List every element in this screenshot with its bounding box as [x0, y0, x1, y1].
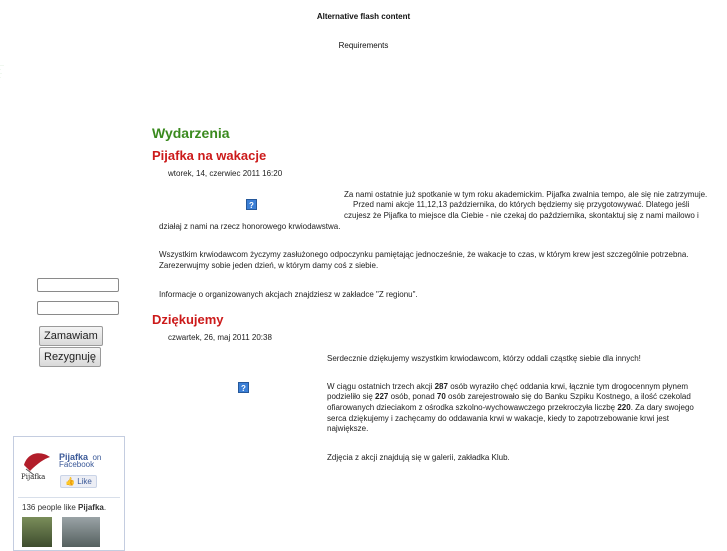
fb-network-link[interactable]: Facebook — [59, 460, 95, 469]
section-title: Wydarzenia — [152, 125, 230, 141]
post-2-p1: Serdecznie dziękujemy wszystkim krwiodawcom, którzy oddali cząstkę siebie dla innych! — [327, 354, 641, 363]
password-input[interactable] — [37, 301, 119, 315]
post-2-p2-line-1: W ciągu ostatnich trzech akcji 287 osób wyraziło chęć oddania krwi, łącznie tym drogocennym płynem — [327, 382, 689, 391]
username-input[interactable] — [37, 278, 119, 292]
post-1-p3: Informacje o organizowanych akcjach znajdziesz w zakładce "Z regionu". — [159, 290, 418, 299]
fb-page-name[interactable]: Pijafka — [59, 452, 89, 462]
post-date-1: wtorek, 14, czerwiec 2011 16:20 — [168, 169, 283, 178]
pijafka-logo — [20, 445, 54, 481]
post-2-p2-line-3: ofiarowanych dzieciakom z ośrodka szkolno-wychowawczego przekroczyła liczbę 220. Za dary swojego — [327, 403, 694, 412]
post-2-p2-line-5: największe. — [327, 424, 369, 433]
post-2-p2-line-4: serca dziękujemy i zachęcamy do oddawania krwi w wakacje, kiedy to zapotrzebowanie krwi jest — [327, 414, 669, 423]
post-image-2: ? — [238, 382, 249, 393]
facebook-like-box — [13, 436, 125, 551]
post-1-line-3: czujesz że Pijafka to miejsce dla Ciebie - nie czekaj do października, skontaktuj się z nami mailowo i — [344, 211, 699, 220]
cancel-button[interactable]: Rezygnuję — [39, 347, 101, 367]
fan-avatar-1[interactable] — [22, 517, 52, 547]
post-2-p3: Zdjęcia z akcji znajdują się w galerii, zakładka Klub. — [327, 453, 510, 462]
post-date-2: czwartek, 26, maj 2011 20:38 — [168, 333, 272, 342]
post-1-p2-line-2: Zarezerwujmy sobie jeden dzień, w którym damy coś z siebie. — [159, 261, 379, 270]
post-1-p2-line-1: Wszystkim krwiodawcom życzymy zasłużonego odpoczynku pamiętając jednocześnie, że wakacje to czas, w którym krew jest szczególnie potrzebna. — [159, 250, 689, 259]
fan-avatar-2[interactable] — [62, 517, 100, 547]
post-title-1[interactable]: Pijafka na wakacje — [152, 148, 267, 163]
login-button[interactable]: Zamawiam — [39, 326, 103, 346]
flash-content-title: Alternative flash content — [316, 12, 411, 21]
requirements-link[interactable]: Requirements — [338, 41, 389, 50]
post-1-line-1: Za nami ostatnie już spotkanie w tym roku akademickim. Pijafka zwalnia tempo, ale się nie zatrzymuje. — [344, 190, 708, 199]
fb-like-count: 136 people like Pijafka. — [22, 503, 107, 512]
decorative-specks: ···· · ·· · — [0, 63, 4, 79]
fb-on-label: on — [92, 453, 102, 462]
svg-text:Pijafka: Pijafka — [21, 473, 46, 481]
post-2-p2-line-2: podzieliło się 227 osób, ponad 70 osób zarejestrowało się do Banku Szpiku Kostnego, a ilość czekolad — [327, 392, 691, 401]
fb-divider — [18, 497, 120, 498]
post-title-2[interactable]: Dziękujemy — [152, 312, 224, 327]
fb-like-button[interactable]: 👍 Like — [60, 475, 97, 488]
post-1-line-2: Przed nami akcje 11,12,13 października, do których będziemy się przygotowywać. Dlatego jeśli — [353, 200, 690, 209]
post-1-line-4: działaj z nami na rzecz honorowego krwiodawstwa. — [159, 222, 341, 231]
thumbs-up-icon: 👍 — [65, 477, 75, 486]
post-image-1: ? — [246, 199, 257, 210]
